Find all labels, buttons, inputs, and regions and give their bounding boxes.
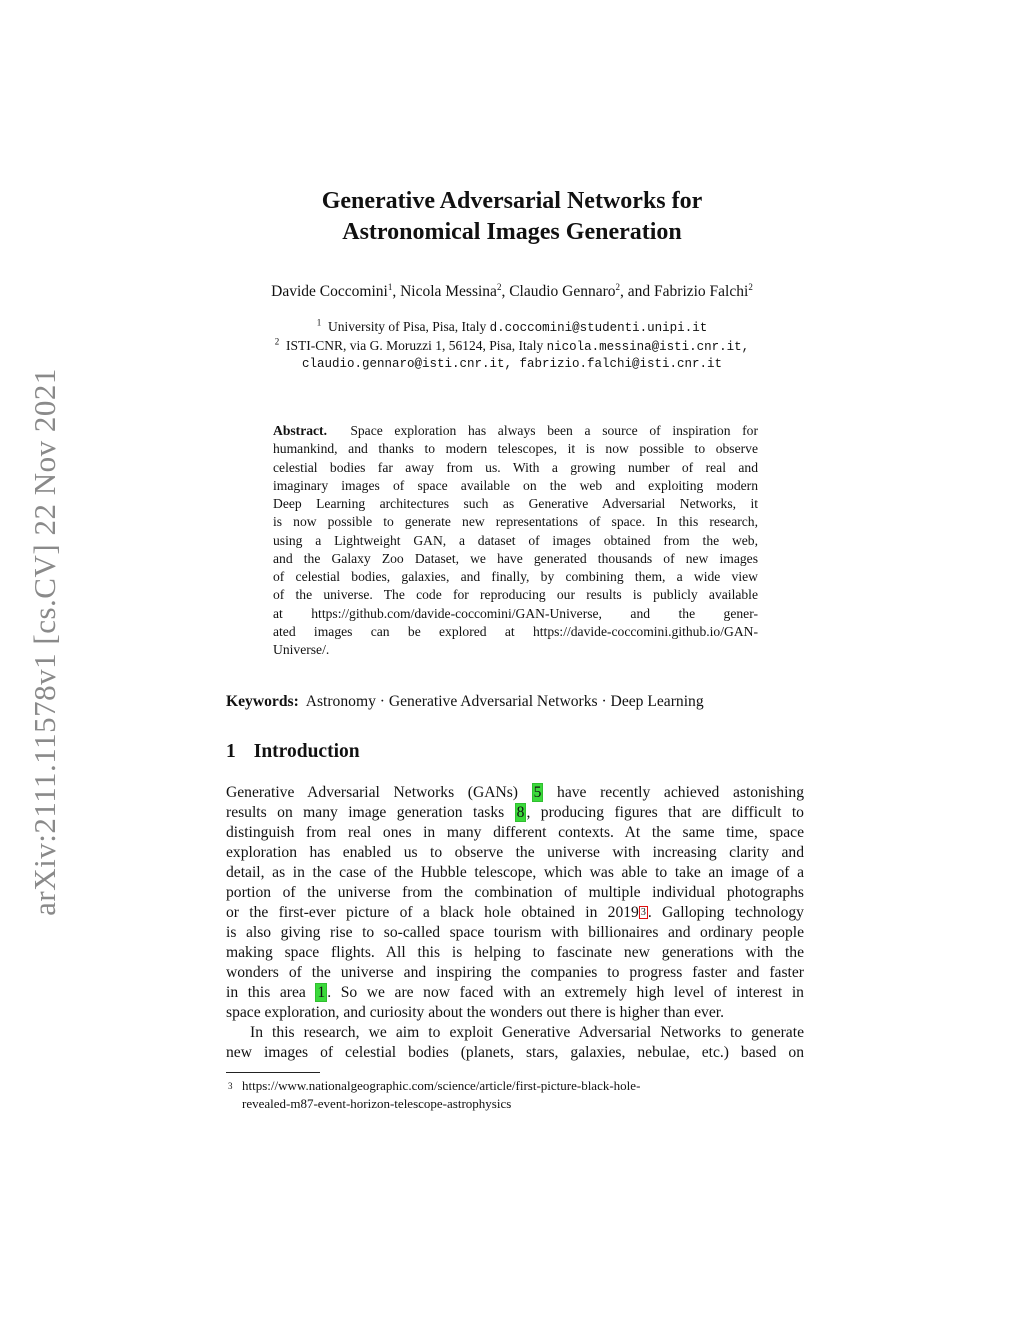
separator: , bbox=[392, 283, 401, 300]
footnote-url-line-1[interactable]: https://www.nationalgeographic.com/science/article/first-picture-black-hole- bbox=[242, 1078, 641, 1093]
author-name: Davide Coccomini bbox=[271, 283, 388, 300]
abstract-line: Deep Learning architectures such as Generative Adversarial Networks, it bbox=[273, 496, 758, 511]
keywords bbox=[226, 693, 704, 711]
text-line: exploration has enabled us to observe the universe with increasing clarity and bbox=[226, 844, 804, 861]
citation-link[interactable]: 5 bbox=[533, 784, 542, 801]
text-line: making space flights. All this is helping to fascinate new generations with the bbox=[226, 944, 804, 961]
abstract-line: imaginary images of space available on the web and exploiting modern bbox=[273, 477, 758, 493]
affiliation-number: 1 bbox=[316, 317, 322, 328]
affiliation-text: University of Pisa, Pisa, Italy bbox=[328, 319, 487, 334]
abstract-line: ated images can be explored at https://davide-coccomini.github.io/GAN- bbox=[273, 623, 758, 639]
citation-link[interactable]: 1 bbox=[317, 984, 326, 1001]
text-line: distinguish from real ones in many different contexts. At the same time, space bbox=[226, 824, 804, 841]
affiliation-mark: 2 bbox=[748, 281, 753, 292]
section-number: 1 bbox=[226, 741, 236, 762]
arxiv-identifier: arXiv:2111.11578v1 [cs.CV] 22 Nov 2021 bbox=[27, 368, 62, 916]
affiliation-2-emails: claudio.gennaro@isti.cnr.it, fabrizio.falchi@isti.cnr.it bbox=[301, 357, 723, 371]
text-line: space exploration, and curiosity about the wonders out there is higher than ever. bbox=[226, 1004, 724, 1021]
email: d.coccomini@studenti.unipi.it bbox=[489, 321, 708, 335]
affiliation-1 bbox=[0, 319, 1024, 335]
footnote-url-line-2[interactable]: revealed-m87-event-horizon-telescope-astrophysics bbox=[242, 1096, 512, 1111]
section-heading bbox=[226, 741, 360, 763]
text-line: detail, as in the case of the Hubble telescope, which was able to take an image of a bbox=[226, 864, 804, 881]
text-line: Generative Adversarial Networks (GANs) 5 have recently achieved astonishing bbox=[226, 784, 804, 801]
abstract-line: Abstract. Space exploration has always been a source of inspiration for bbox=[273, 423, 759, 438]
text-line: in this area 1 . So we are now faced with an extremely high level of interest in bbox=[226, 984, 804, 1001]
text-line: wonders of the universe and inspiring the companies to progress faster and faster bbox=[226, 964, 804, 981]
abstract-line: Universe/. bbox=[273, 642, 330, 657]
affiliation-mark: 2 bbox=[615, 281, 621, 292]
keywords-text: Astronomy · Generative Adversarial Networks · Deep Learning bbox=[305, 693, 704, 710]
text-line: is also giving rise to so-called space tourism with billionaires and ordinary people bbox=[226, 924, 804, 941]
author-name: Fabrizio Falchi bbox=[654, 283, 749, 300]
author-name: Nicola Messina bbox=[400, 283, 497, 300]
author-name: Claudio Gennaro bbox=[509, 283, 616, 300]
footnote-rule bbox=[226, 1072, 320, 1073]
paper-title-line-1: Generative Adversarial Networks for bbox=[321, 188, 703, 214]
affiliation-text: ISTI-CNR, via G. Moruzzi 1, 56124, Pisa, Italy bbox=[286, 338, 544, 353]
text-line: In this research, we aim to exploit Generative Adversarial Networks to generate bbox=[250, 1024, 804, 1041]
abstract-line: of celestial bodies, galaxies, and finally, by combining them, a wide view bbox=[273, 569, 758, 584]
abstract-label: Abstract. bbox=[273, 423, 327, 438]
paper-title-line-2: Astronomical Images Generation bbox=[342, 219, 682, 245]
footnote-number: 3 bbox=[228, 1081, 233, 1091]
author-list bbox=[0, 283, 1024, 301]
affiliation-mark: 2 bbox=[496, 281, 502, 292]
keywords-label: Keywords: bbox=[226, 693, 299, 710]
abstract-line: using a Lightweight GAN, a dataset of images obtained from the web, bbox=[273, 532, 758, 548]
abstract-line: humankind, and thanks to modern telescopes, it is now possible to observe bbox=[273, 441, 758, 457]
text-line: portion of the universe from the combination of multiple individual photographs bbox=[226, 884, 804, 901]
footnote-link[interactable]: 3 bbox=[640, 907, 646, 918]
abstract-line: is now possible to generate new representations of space. In this research, bbox=[273, 514, 758, 530]
abstract-line: and the Galaxy Zoo Dataset, we have generated thousands of new images bbox=[273, 550, 758, 566]
section-title: Introduction bbox=[253, 741, 360, 762]
text-line: or the first-ever picture of a black hole obtained in 2019 $^3$ . Galloping technology bbox=[226, 904, 804, 921]
abstract-line: of the universe. The code for reproducing our results is publicly available bbox=[273, 587, 758, 603]
abstract-line: at https://github.com/davide-coccomini/GAN-Universe, and the gener- bbox=[273, 605, 758, 621]
abstract-line: celestial bodies far away from us. With a growing number of real and bbox=[273, 459, 758, 475]
citation-link[interactable]: 8 bbox=[516, 804, 525, 821]
separator: , bbox=[501, 283, 510, 300]
text-line: results on many image generation tasks 8 , producing figures that are difficult to bbox=[226, 804, 804, 821]
email: nicola.messina@isti.cnr.it, bbox=[546, 340, 750, 354]
affiliation-2 bbox=[0, 338, 1024, 354]
affiliation-mark: 1 bbox=[387, 281, 393, 292]
text-line: new images of celestial bodies (planets, stars, galaxies, nebulae, etc.) based on bbox=[226, 1044, 804, 1061]
separator: , and bbox=[620, 283, 655, 300]
affiliation-number: 2 bbox=[274, 336, 280, 347]
